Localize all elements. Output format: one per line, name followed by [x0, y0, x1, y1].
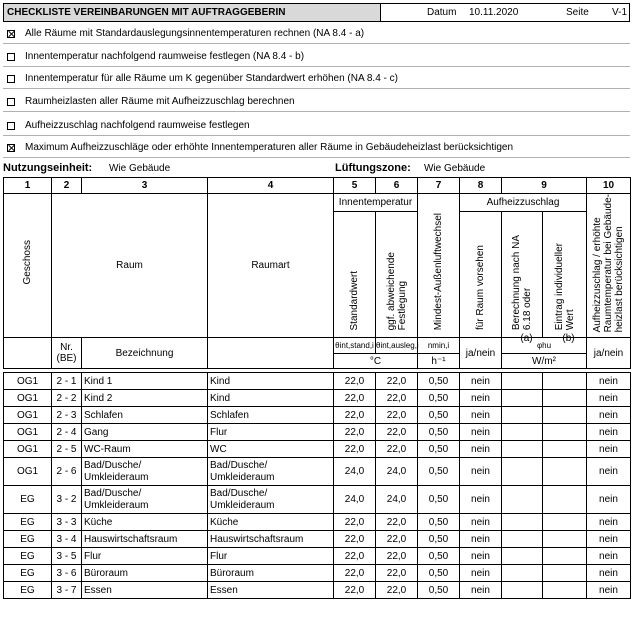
header-raumart: Raumart: [208, 194, 334, 338]
cell-fuer-raum: nein: [460, 458, 502, 486]
column-number-row: [4, 178, 631, 194]
cell-luftwechsel: 0,50: [418, 441, 460, 458]
cell-fuer-raum: nein: [460, 531, 502, 548]
cell-berechnung: [502, 424, 543, 441]
cell-geschoss: EG: [4, 486, 52, 514]
cell-eintrag: [543, 582, 587, 599]
cell-fuer-raum: nein: [460, 390, 502, 407]
header-berechnung: Berechnung nach NA 6.18 oder: [502, 212, 543, 338]
cell-col10: nein: [587, 565, 631, 582]
cell-standardwert: 22,0: [334, 373, 376, 390]
symbol-nmin: nmin,i: [418, 338, 460, 354]
cell-nr: 2 - 5: [52, 441, 82, 458]
cell-abweichend: 22,0: [376, 373, 418, 390]
unit-celsius: °C: [334, 354, 418, 369]
cell-fuer-raum: nein: [460, 424, 502, 441]
cell-berechnung: [502, 441, 543, 458]
cell-luftwechsel: 0,50: [418, 373, 460, 390]
cell-standardwert: 22,0: [334, 441, 376, 458]
cell-nr: 2 - 6: [52, 458, 82, 486]
cell-col10: nein: [587, 486, 631, 514]
cell-eintrag: [543, 373, 587, 390]
cell-col10: nein: [587, 390, 631, 407]
cell-abweichend: 22,0: [376, 514, 418, 531]
cell-raumart: Flur: [208, 548, 334, 565]
header-raumart-blank: [208, 338, 334, 369]
cell-berechnung: [502, 514, 543, 531]
header-geschoss-blank: [4, 338, 52, 369]
cell-nr: 2 - 2: [52, 390, 82, 407]
cell-raumart: Essen: [208, 582, 334, 599]
cell-berechnung: [502, 531, 543, 548]
checkbox[interactable]: [7, 75, 15, 83]
cell-geschoss: EG: [4, 565, 52, 582]
cell-abweichend: 24,0: [376, 458, 418, 486]
checklist-item-label: Innentemperatur nachfolgend raumweise festlegen (NA 8.4 - b): [25, 51, 305, 62]
column-number: 3: [82, 178, 208, 194]
cell-berechnung: [502, 548, 543, 565]
cell-bezeichnung: Schlafen: [82, 407, 208, 424]
cell-fuer-raum: nein: [460, 514, 502, 531]
cell-luftwechsel: 0,50: [418, 582, 460, 599]
checklist-item-label: Aufheizzuschlag nachfolgend raumweise festlegen: [25, 120, 250, 131]
cell-abweichend: 22,0: [376, 565, 418, 582]
cell-luftwechsel: 0,50: [418, 424, 460, 441]
cell-raumart: Küche: [208, 514, 334, 531]
cell-bezeichnung: Hauswirtschaftsraum: [82, 531, 208, 548]
header-eintrag: Eintrag individueller Wert: [543, 212, 587, 338]
zone-row: [3, 161, 630, 177]
cell-berechnung: [502, 565, 543, 582]
cell-eintrag: [543, 458, 587, 486]
column-number: 10: [587, 178, 631, 194]
cell-geschoss: OG1: [4, 441, 52, 458]
cell-bezeichnung: WC-Raum: [82, 441, 208, 458]
cell-standardwert: 22,0: [334, 531, 376, 548]
sub-label-b: (b): [562, 333, 575, 344]
cell-geschoss: EG: [4, 531, 52, 548]
room-table: [3, 177, 631, 599]
cell-nr: 2 - 4: [52, 424, 82, 441]
column-number: 9: [502, 178, 587, 194]
cell-bezeichnung: Küche: [82, 514, 208, 531]
table-row: [4, 514, 631, 531]
checkbox[interactable]: [7, 144, 15, 152]
column-number: 2: [52, 178, 82, 194]
usage-unit-label: Nutzungseinheit:: [3, 162, 93, 174]
cell-bezeichnung: Kind 2: [82, 390, 208, 407]
cell-raumart: Schlafen: [208, 407, 334, 424]
header-nr: Nr. (BE): [52, 338, 82, 369]
cell-standardwert: 24,0: [334, 458, 376, 486]
page-title: CHECKLISTE VEREINBARUNGEN MIT AUFTRAGGEBERIN: [4, 4, 381, 21]
cell-nr: 2 - 3: [52, 407, 82, 424]
cell-nr: 3 - 5: [52, 548, 82, 565]
cell-berechnung: [502, 582, 543, 599]
checklist-item[interactable]: [3, 24, 630, 44]
cell-luftwechsel: 0,50: [418, 390, 460, 407]
cell-luftwechsel: 0,50: [418, 458, 460, 486]
checkbox[interactable]: [7, 30, 15, 38]
sub-label-a: (a): [520, 333, 533, 344]
usage-unit-value: Wie Gebäude: [109, 163, 171, 174]
table-row: [4, 565, 631, 582]
cell-raumart: Büroraum: [208, 565, 334, 582]
cell-col10: nein: [587, 458, 631, 486]
cell-bezeichnung: Flur: [82, 548, 208, 565]
cell-eintrag: [543, 407, 587, 424]
page-number: V-1: [612, 7, 628, 18]
cell-bezeichnung: Essen: [82, 582, 208, 599]
header-aufheizzuschlag: Aufheizzuschlag: [460, 194, 587, 212]
header-innentemperatur: Innentemperatur: [334, 194, 418, 212]
cell-abweichend: 22,0: [376, 390, 418, 407]
cell-standardwert: 24,0: [334, 486, 376, 514]
checkbox[interactable]: [7, 98, 15, 106]
checklist-item-label: Raumheizlasten aller Räume mit Aufheizzuschlag berechnen: [25, 96, 295, 107]
cell-luftwechsel: 0,50: [418, 514, 460, 531]
cell-raumart: Kind: [208, 390, 334, 407]
cell-bezeichnung: Büroraum: [82, 565, 208, 582]
cell-nr: 3 - 3: [52, 514, 82, 531]
symbol-phi: φhu: [502, 338, 587, 354]
cell-abweichend: 22,0: [376, 582, 418, 599]
cell-nr: 3 - 4: [52, 531, 82, 548]
symbol-theta-stand: θint,stand,i: [334, 338, 376, 354]
cell-geschoss: EG: [4, 548, 52, 565]
checkbox[interactable]: [7, 53, 15, 61]
header-raum: Raum: [52, 194, 208, 338]
cell-geschoss: EG: [4, 582, 52, 599]
cell-standardwert: 22,0: [334, 565, 376, 582]
cell-raumart: Bad/Dusche/ Umkleideraum: [208, 458, 334, 486]
header-fuer-raum: für Raum vorsehen: [460, 212, 502, 338]
table-row: [4, 548, 631, 565]
column-number: 1: [4, 178, 52, 194]
cell-raumart: WC: [208, 441, 334, 458]
symbol-theta-ausleg: θint,ausleg,i: [376, 338, 418, 354]
cell-eintrag: [543, 486, 587, 514]
column-number: 4: [208, 178, 334, 194]
table-row: [4, 390, 631, 407]
cell-col10: nein: [587, 373, 631, 390]
cell-berechnung: [502, 373, 543, 390]
unit-wm2: W/m²: [502, 354, 587, 369]
cell-raumart: Bad/Dusche/ Umkleideraum: [208, 486, 334, 514]
cell-geschoss: OG1: [4, 390, 52, 407]
cell-geschoss: OG1: [4, 424, 52, 441]
unit-janein: ja/nein: [587, 338, 631, 369]
cell-standardwert: 22,0: [334, 582, 376, 599]
cell-geschoss: EG: [4, 514, 52, 531]
checklist-item[interactable]: [3, 47, 630, 67]
checklist-item-label: Alle Räume mit Standardauslegungsinnentemperaturen rechnen (NA 8.4 - a): [25, 28, 365, 39]
unit-per-hour: h⁻¹: [418, 354, 460, 369]
cell-bezeichnung: Bad/Dusche/ Umkleideraum: [82, 486, 208, 514]
cell-fuer-raum: nein: [460, 486, 502, 514]
cell-col10: nein: [587, 424, 631, 441]
cell-col10: nein: [587, 514, 631, 531]
cell-col10: nein: [587, 548, 631, 565]
table-row: [4, 486, 631, 514]
header-geschoss: Geschoss: [4, 194, 52, 338]
cell-standardwert: 22,0: [334, 390, 376, 407]
cell-luftwechsel: 0,50: [418, 531, 460, 548]
checklist-item[interactable]: [3, 69, 630, 89]
cell-bezeichnung: Kind 1: [82, 373, 208, 390]
cell-col10: nein: [587, 407, 631, 424]
cell-eintrag: [543, 548, 587, 565]
cell-luftwechsel: 0,50: [418, 565, 460, 582]
ventilation-zone-value: Wie Gebäude: [424, 163, 486, 174]
cell-abweichend: 22,0: [376, 531, 418, 548]
table-row: [4, 441, 631, 458]
cell-eintrag: [543, 441, 587, 458]
checkbox[interactable]: [7, 122, 15, 130]
checklist-item[interactable]: [3, 138, 630, 158]
header-bar: [3, 3, 630, 22]
cell-nr: 3 - 7: [52, 582, 82, 599]
column-number: 6: [376, 178, 418, 194]
cell-raumart: Flur: [208, 424, 334, 441]
cell-col10: nein: [587, 441, 631, 458]
cell-eintrag: [543, 514, 587, 531]
cell-fuer-raum: nein: [460, 548, 502, 565]
checklist-item[interactable]: [3, 92, 630, 112]
cell-geschoss: OG1: [4, 458, 52, 486]
cell-abweichend: 22,0: [376, 441, 418, 458]
table-row: [4, 582, 631, 599]
cell-nr: 3 - 6: [52, 565, 82, 582]
cell-standardwert: 22,0: [334, 407, 376, 424]
cell-eintrag: [543, 531, 587, 548]
date-value: 10.11.2020: [469, 7, 519, 18]
table-row: [4, 458, 631, 486]
table-row: [4, 424, 631, 441]
header-meta: [381, 4, 629, 21]
cell-raumart: Kind: [208, 373, 334, 390]
column-number: 8: [460, 178, 502, 194]
cell-fuer-raum: nein: [460, 565, 502, 582]
cell-berechnung: [502, 486, 543, 514]
cell-eintrag: [543, 424, 587, 441]
cell-geschoss: OG1: [4, 407, 52, 424]
cell-luftwechsel: 0,50: [418, 407, 460, 424]
cell-nr: 3 - 2: [52, 486, 82, 514]
cell-col10: nein: [587, 582, 631, 599]
checklist-item-label: Innentemperatur für alle Räume um K gegenüber Standardwert erhöhen (NA 8.4 - c): [25, 73, 398, 84]
cell-eintrag: [543, 565, 587, 582]
cell-abweichend: 22,0: [376, 407, 418, 424]
header-col10: Aufheizzuschlag / erhöhte Raumtemperatur bei Gebäude- heizlast berücksichtigen: [587, 194, 631, 338]
page-label: Seite: [566, 7, 589, 18]
cell-col10: nein: [587, 531, 631, 548]
cell-geschoss: OG1: [4, 373, 52, 390]
header-abweichend: ggf. abweichende Festlegung: [376, 212, 418, 338]
header-standardwert: Standardwert: [334, 212, 376, 338]
unit-janein: ja/nein: [460, 338, 502, 369]
cell-fuer-raum: nein: [460, 407, 502, 424]
cell-abweichend: 22,0: [376, 424, 418, 441]
cell-fuer-raum: nein: [460, 582, 502, 599]
cell-eintrag: [543, 390, 587, 407]
checklist-item-label: Maximum Aufheizzuschläge oder erhöhte Innentemperaturen aller Räume in Gebäudeheizlast berücksichtigen: [25, 142, 514, 153]
cell-raumart: Hauswirtschaftsraum: [208, 531, 334, 548]
cell-fuer-raum: nein: [460, 441, 502, 458]
cell-bezeichnung: Gang: [82, 424, 208, 441]
cell-luftwechsel: 0,50: [418, 548, 460, 565]
table-row: [4, 373, 631, 390]
checklist-item[interactable]: [3, 116, 630, 136]
cell-berechnung: [502, 407, 543, 424]
table-row: [4, 531, 631, 548]
cell-standardwert: 22,0: [334, 514, 376, 531]
cell-berechnung: [502, 390, 543, 407]
cell-standardwert: 22,0: [334, 424, 376, 441]
cell-berechnung: [502, 458, 543, 486]
column-number: 7: [418, 178, 460, 194]
table-row: [4, 407, 631, 424]
column-number: 5: [334, 178, 376, 194]
header-luftwechsel: Mindest-Außenluftwechsel: [418, 194, 460, 338]
header-bezeichnung: Bezeichnung: [82, 338, 208, 369]
cell-luftwechsel: 0,50: [418, 486, 460, 514]
cell-standardwert: 22,0: [334, 548, 376, 565]
cell-abweichend: 22,0: [376, 548, 418, 565]
cell-fuer-raum: nein: [460, 373, 502, 390]
ventilation-zone-label: Lüftungszone:: [335, 162, 411, 174]
date-label: Datum: [427, 7, 457, 18]
cell-nr: 2 - 1: [52, 373, 82, 390]
cell-abweichend: 24,0: [376, 486, 418, 514]
cell-bezeichnung: Bad/Dusche/ Umkleideraum: [82, 458, 208, 486]
